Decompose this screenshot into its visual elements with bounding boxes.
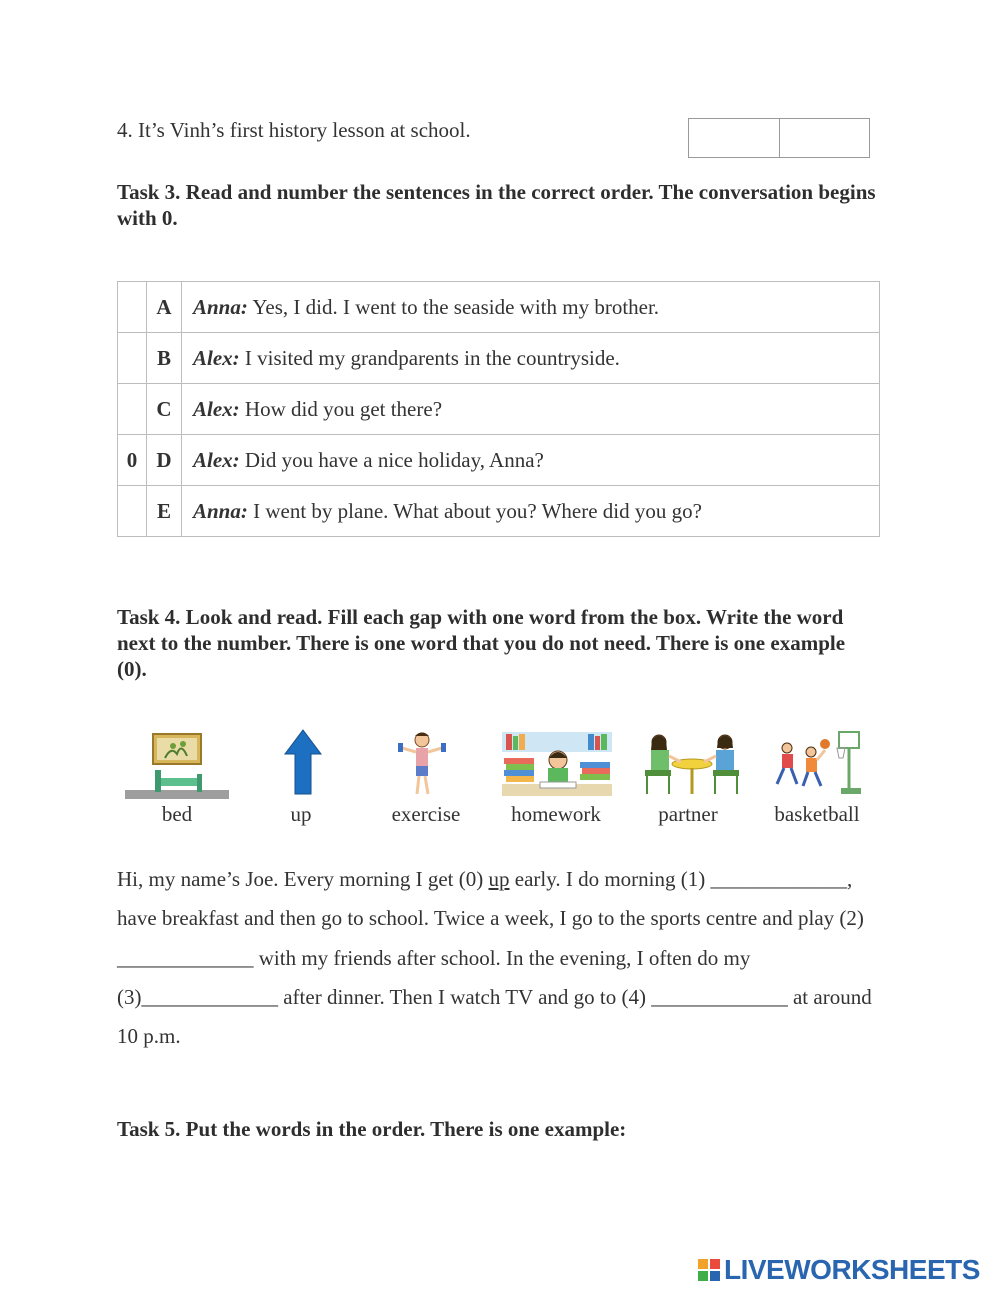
row-letter: A (147, 282, 182, 333)
speaker-name: Anna: (193, 498, 248, 523)
word-label-basketball: basketball (774, 802, 860, 826)
dialogue-line (182, 435, 880, 486)
task4-title: Task 4. Look and read. Fill each gap with one word from the box. Write the word next to the number. There is one word that you do not need. There is one example (0). (117, 605, 846, 681)
task3-title: Task 3. Read and number the sentences in the correct order. The conversation begins with 0. (117, 180, 876, 230)
answer-cell-true[interactable] (689, 119, 779, 157)
row-letter: E (147, 486, 182, 537)
liveworksheets-logo[interactable] (698, 1254, 980, 1286)
row-letter: B (147, 333, 182, 384)
dialogue-line (182, 333, 880, 384)
dialogue-text: Did you have a nice holiday, Anna? (239, 447, 544, 472)
word-label-exercise: exercise (391, 802, 461, 826)
answer-cell-false[interactable] (779, 119, 870, 157)
homework-picture-icon (500, 728, 614, 800)
speaker-name: Alex: (193, 345, 240, 370)
speaker-name: Alex: (193, 447, 240, 472)
dialogue-line (182, 486, 880, 537)
answer-box-q4 (688, 118, 870, 158)
task5-title: Task 5. Put the words in the order. There is one example: (117, 1117, 627, 1141)
order-number-cell[interactable] (118, 282, 147, 333)
row-letter: D (147, 435, 182, 486)
logo-text: LIVEWORKSHEETS (724, 1254, 980, 1285)
conversation-table (117, 281, 880, 537)
word-label-homework: homework (511, 802, 601, 826)
order-number-cell[interactable] (118, 384, 147, 435)
word-box-pictures (117, 728, 877, 838)
dialogue-line (182, 384, 880, 435)
order-number-cell[interactable] (118, 333, 147, 384)
table-row (118, 435, 880, 486)
dialogue-text: I went by plane. What about you? Where did you go? (247, 498, 702, 523)
example-answer: up (488, 867, 510, 891)
dialogue-text: I visited my grandparents in the countryside. (239, 345, 620, 370)
question-4-text: 4. It’s Vinh’s first history lesson at school. (117, 118, 471, 142)
dialogue-line (182, 282, 880, 333)
passage-body[interactable]: early. I do morning (1) _____________, have breakfast and then go to school. Twice a week, I go to the sports centre and play (2) _____________ with my friends after school. In the evening, I often do my (3)_____________ after dinner. Then I watch TV and go to (4) _____________ at around 10 p.m. (117, 867, 872, 1049)
speaker-name: Anna: (193, 294, 248, 319)
order-number-cell: 0 (118, 435, 147, 486)
exercise-kid-icon (397, 728, 447, 800)
basketball-picture-icon (767, 728, 867, 800)
bed-picture-icon (123, 728, 231, 803)
order-number-cell[interactable] (118, 486, 147, 537)
dialogue-text: How did you get there? (239, 396, 443, 421)
dialogue-text: Yes, I did. I went to the seaside with my brother. (247, 294, 660, 319)
passage-intro: Hi, my name’s Joe. Every morning I get (0) (117, 867, 489, 891)
word-label-up: up (290, 802, 312, 826)
partner-picture-icon (637, 728, 747, 800)
table-row (118, 486, 880, 537)
table-row (118, 384, 880, 435)
word-label-bed: bed (161, 802, 193, 826)
up-arrow-icon (281, 728, 325, 800)
table-row (118, 282, 880, 333)
row-letter: C (147, 384, 182, 435)
word-label-partner: partner (658, 802, 718, 826)
logo-squares-icon (698, 1259, 720, 1281)
fill-in-passage (117, 860, 887, 1056)
table-row (118, 333, 880, 384)
speaker-name: Alex: (193, 396, 240, 421)
